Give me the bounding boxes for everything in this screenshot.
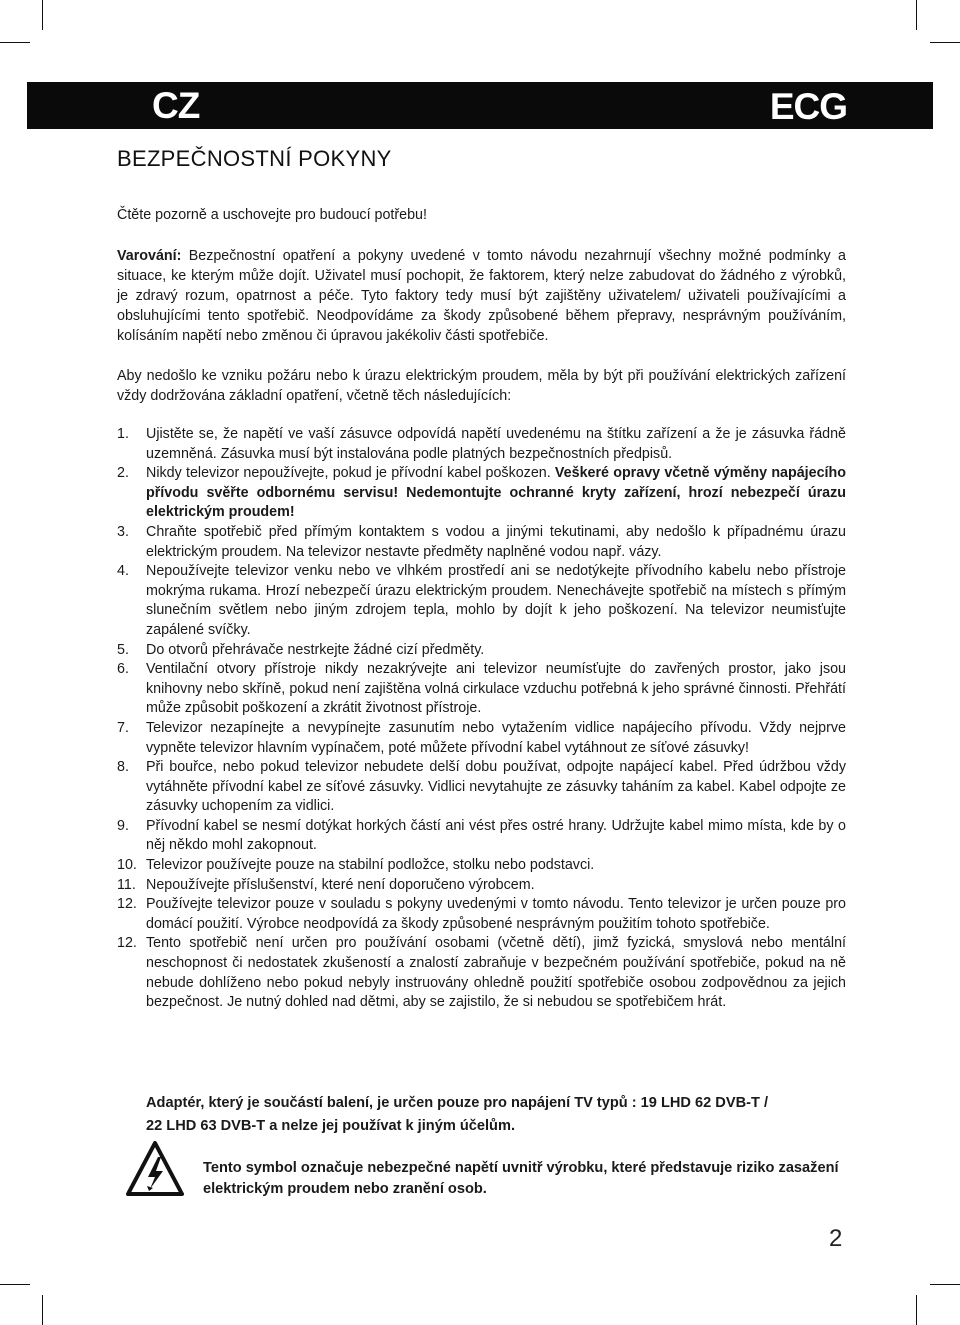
list-item-text: Tento spotřebič není určen pro používání osobami (včetně dětí), jimž fyzická, smyslová nebo mentální neschopnost či nedostatek zkušeností a znalostí zabraňuje v bezpečném používání spotřebiče, pokud na ně nebude dohlíženo nebo pokud nebyly instruovány ohledně použití spotřebiče osobou zodpovědnou za jejich bezpečnost. Je nutný dohled nad dětmi, aby se zajistilo, že si nebudou se spotřebičem hrát. <box>146 935 846 1011</box>
brand-logo: ECG <box>769 86 847 127</box>
list-item <box>117 660 846 719</box>
crop-mark <box>930 1284 960 1285</box>
warning-text: Bezpečnostní opatření a pokyny uvedené v tomto návodu nezahrnují všechny možné podmínky a situace, ke kterým může dojít. Uživatel musí pochopit, že faktorem, který nelze zabudovat do žádného z výrobků, je zdravý rozum, opatrnost a péče. Tyto faktory tedy musí být zajištěny uživatelem/ uživateli používajícími a obsluhujícími tento spotřebič. Neodpovídáme za škody způsobené během přepravy, nesprávným používáním, kolísáním napětí nebo změnou či úpravou jakékoliv části spotřebiče. <box>117 248 846 345</box>
adapter-note-line1: Adaptér, který je součástí balení, je určen pouze pro napájení TV typů : 19 LHD 62 DVB-T / <box>146 1095 769 1111</box>
header-bar <box>27 82 933 129</box>
crop-mark <box>930 42 960 43</box>
list-item-bold-text: Veškeré opravy včetně výměny napájecího přívodu svěřte odbornému servisu! Nedemontujte ochranné kryty zařízení, hrozí nebezpečí úrazu elektrickým proudem! <box>146 465 846 521</box>
crop-mark <box>916 1295 917 1325</box>
symbol-note: Tento symbol označuje nebezpečné napětí uvnitř výrobku, které představuje riziko zasažení elektrickým proudem nebo zranění osob. <box>203 1160 839 1197</box>
list-item-text: Při bouřce, nebo pokud televizor nebudete delší dobu používat, odpojte napájecí kabel. Před údržbou vždy vytáhněte přívodní kabel ze síťové zásuvky. Vidlici nevytahujte ze zásuvky taháním za kabel. Kabel odpojte ze zásuvky uchopením za vidlici. <box>146 759 846 815</box>
page-number: 2 <box>829 1225 843 1252</box>
list-item-number: 10. <box>117 857 137 874</box>
list-item-text: Nepoužívejte příslušenství, které není doporučeno výrobcem. <box>146 876 535 893</box>
warning-paragraph <box>117 246 846 346</box>
list-item-text: Přívodní kabel se nesmí dotýkat horkých částí ani vést přes ostré hrany. Udržujte kabel mimo místa, kde by o něj někdo mohl zakopnout. <box>146 817 846 854</box>
page-title: BEZPEČNOSTNÍ POKYNY <box>117 146 392 171</box>
list-item <box>117 934 846 1012</box>
list-item-number: 4. <box>117 563 129 580</box>
list-item <box>117 856 846 876</box>
adapter-note-line2: 22 LHD 63 DVB-T a nelze jej používat k jiným účelům. <box>146 1118 515 1134</box>
list-item-number: 6. <box>117 661 129 678</box>
crop-mark <box>42 1295 43 1325</box>
list-item-number: 3. <box>117 523 129 540</box>
list-item <box>117 817 846 856</box>
list-item-number: 1. <box>117 426 129 442</box>
list-item <box>117 719 846 758</box>
list-item-number: 12. <box>117 935 137 952</box>
list-item-text: Chraňte spotřebič před přímým kontaktem s vodou a jinými tekutinami, aby nedošlo k případnému úrazu elektrickým proudem. Na televizor nestavte předměty naplněné vodou např. vázy. <box>146 523 846 560</box>
list-item-text: Ujistěte se, že napětí ve vaší zásuvce odpovídá napětí uvedenému na štítku zařízení a že je zásuvka řádně uzemněná. Zásuvka musí být instalována podle platných bezpečnostních předpisů. <box>146 426 846 462</box>
list-item-number: 5. <box>117 641 129 658</box>
language-code: CZ <box>152 85 200 126</box>
list-item-text: Nepoužívejte televizor venku nebo ve vlhkém prostředí ani se nedotýkejte přívodního kabelu nebo přístroje mokrýma rukama. Hrozí nebezpečí úrazu elektrickým proudem. Nenechávejte spotřebič na místech s přímým slunečním světlem nebo jiným zdrojem tepla, mohlo by dojít k jeho poškození. Na televizor neumisťujte zapálené svíčky. <box>146 563 846 638</box>
list-item-text: Do otvorů přehrávače nestrkejte žádné cizí předměty. <box>146 641 485 658</box>
crop-mark <box>0 1284 30 1285</box>
list-item-number: 9. <box>117 817 129 834</box>
list-item-text: Televizor nezapínejte a nevypínejte zasunutím nebo vytažením vidlice napájecího přívodu. Vždy nejprve vypněte televizor hlavním vypínačem, poté můžete přívodní kabel vytáhnout ze síťové zásuvky! <box>146 719 846 756</box>
list-item-text: Televizor používejte pouze na stabilní podložce, stolku nebo podstavci. <box>146 857 595 874</box>
list-item <box>117 562 846 640</box>
list-item <box>117 758 846 817</box>
list-item <box>117 895 846 934</box>
adapter-note <box>146 1092 866 1138</box>
list-item-text: Ventilační otvory přístroje nikdy nezakrývejte ani televizor neumísťujte do zavřených prostor, jako jsou knihovny nebo skříně, pokud není zajištěna volná cirkulace vzduchu potřebná k jeho správné činnosti. Přehřátí může způsobit poškození a zkrátit životnost přístroje. <box>146 661 846 717</box>
list-item-text: Používejte televizor pouze v souladu s pokyny uvedenými v tomto návodu. Tento televizor je určen pouze pro domácí použití. Výrobce neodpovídá za škody způsobené nesprávným použitím tohoto spotřebiče. <box>146 896 846 932</box>
list-item <box>117 641 846 661</box>
safety-list <box>117 425 846 1013</box>
crop-mark <box>916 0 917 30</box>
crop-mark <box>42 0 43 30</box>
list-item <box>117 876 846 896</box>
warning-label: Varování: <box>117 248 182 264</box>
list-item-number: 7. <box>117 719 129 736</box>
high-voltage-warning-icon <box>126 1141 184 1196</box>
crop-mark <box>0 42 30 43</box>
list-item <box>117 425 846 464</box>
list-item-text: Nikdy televizor nepoužívejte, pokud je přívodní kabel poškozen. <box>146 465 555 482</box>
list-item <box>117 523 846 562</box>
intro-text: Čtěte pozorně a uschovejte pro budoucí potřebu! <box>117 207 427 223</box>
list-item-number: 12. <box>117 896 137 913</box>
list-item-number: 8. <box>117 759 129 776</box>
fire-intro-text: Aby nedošlo ke vzniku požáru nebo k úrazu elektrickým proudem, měla by být při používání elektrických zařízení vždy dodržována základní opatření, včetně těch následujících: <box>117 368 846 405</box>
list-item-number: 11. <box>117 876 136 893</box>
list-item <box>117 464 846 523</box>
list-item-number: 2. <box>117 465 129 482</box>
